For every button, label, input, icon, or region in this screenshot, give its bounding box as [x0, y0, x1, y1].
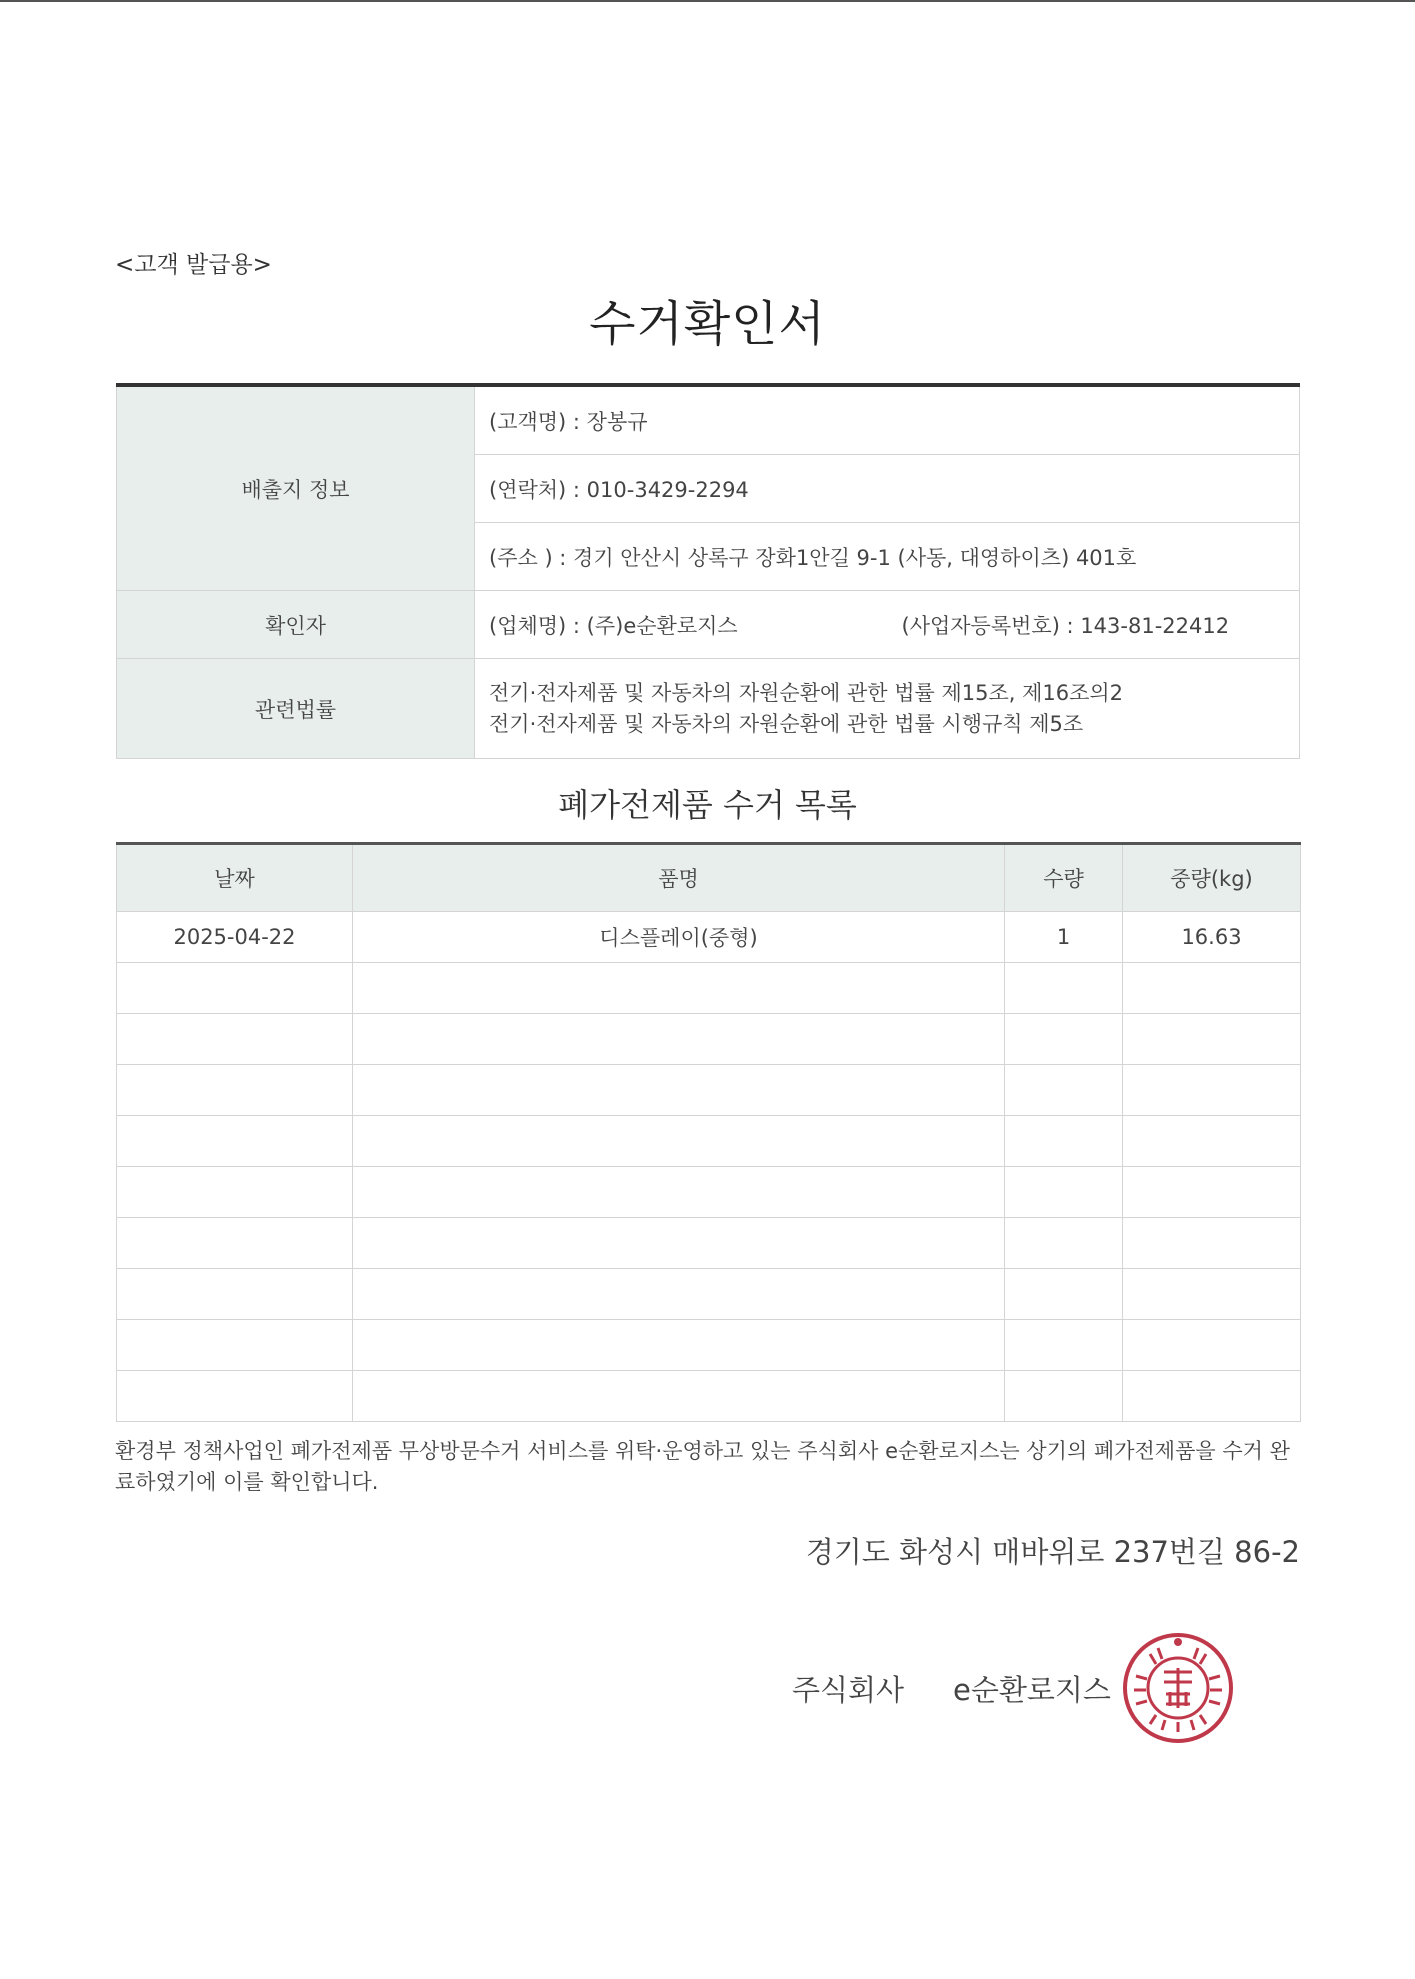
company-kind: 주식회사 — [792, 1673, 905, 1707]
confirmer-label: 확인자 — [117, 591, 475, 659]
table-row — [117, 912, 1301, 963]
confirmer-registration: (사업자등록번호) : 143-81-22412 — [901, 613, 1230, 638]
law-cell — [475, 659, 1300, 759]
customer-address: (주소 ) : 경기 안산시 상록구 장화1안길 9-1 (사동, 대영하이츠) 401호 — [475, 523, 1300, 591]
confirmation-note: 환경부 정책사업인 폐가전제품 무상방문수거 서비스를 위탁·운영하고 있는 주식회사 e순환로지스는 상기의 폐가전제품을 수거 완료하였기에 이를 확인합니다. — [115, 1439, 1290, 1494]
law-line-1: 전기·전자제품 및 자동차의 자원순환에 관한 법률 제15조, 제16조의2 — [489, 680, 1124, 705]
row-weight: 16.63 — [1123, 912, 1301, 963]
empty-row — [117, 1167, 1301, 1218]
row-date: 2025-04-22 — [117, 912, 353, 963]
law-line-2: 전기·전자제품 및 자동차의 자원순환에 관한 법률 시행규칙 제5조 — [489, 711, 1084, 736]
empty-row — [117, 1116, 1301, 1167]
list-title: 폐가전제품 수거 목록 — [558, 786, 857, 824]
empty-row — [117, 1371, 1301, 1422]
column-header-date: 날짜 — [117, 844, 353, 912]
empty-row — [117, 963, 1301, 1014]
column-header-item: 품명 — [353, 844, 1005, 912]
emitter-label: 배출지 정보 — [117, 385, 475, 591]
customer-contact: (연락처) : 010-3429-2294 — [475, 455, 1300, 523]
row-item: 디스플레이(중형) — [353, 912, 1005, 963]
document-title: 수거확인서 — [589, 296, 826, 352]
confirmer-company: (업체명) : (주)e순환로지스 — [489, 613, 738, 638]
empty-row — [117, 1320, 1301, 1371]
company-name: e순환로지스 — [953, 1673, 1111, 1707]
row-qty: 1 — [1005, 912, 1123, 963]
confirmer-cell — [475, 591, 1300, 659]
empty-row — [117, 1065, 1301, 1116]
top-border-line — [0, 0, 1415, 2]
info-table — [116, 383, 1300, 759]
copy-label: <고객 발급용> — [115, 252, 272, 278]
column-header-qty: 수량 — [1005, 844, 1123, 912]
column-header-weight: 중량(kg) — [1123, 844, 1301, 912]
empty-row — [117, 1014, 1301, 1065]
customer-name: (고객명) : 장봉규 — [475, 385, 1300, 455]
company-address: 경기도 화성시 매바위로 237번길 86-2 — [805, 1535, 1300, 1569]
empty-row — [117, 1218, 1301, 1269]
company-seal-icon — [1122, 1632, 1234, 1744]
collection-list-table — [116, 842, 1301, 1422]
law-label: 관련법률 — [117, 659, 475, 759]
empty-row — [117, 1269, 1301, 1320]
